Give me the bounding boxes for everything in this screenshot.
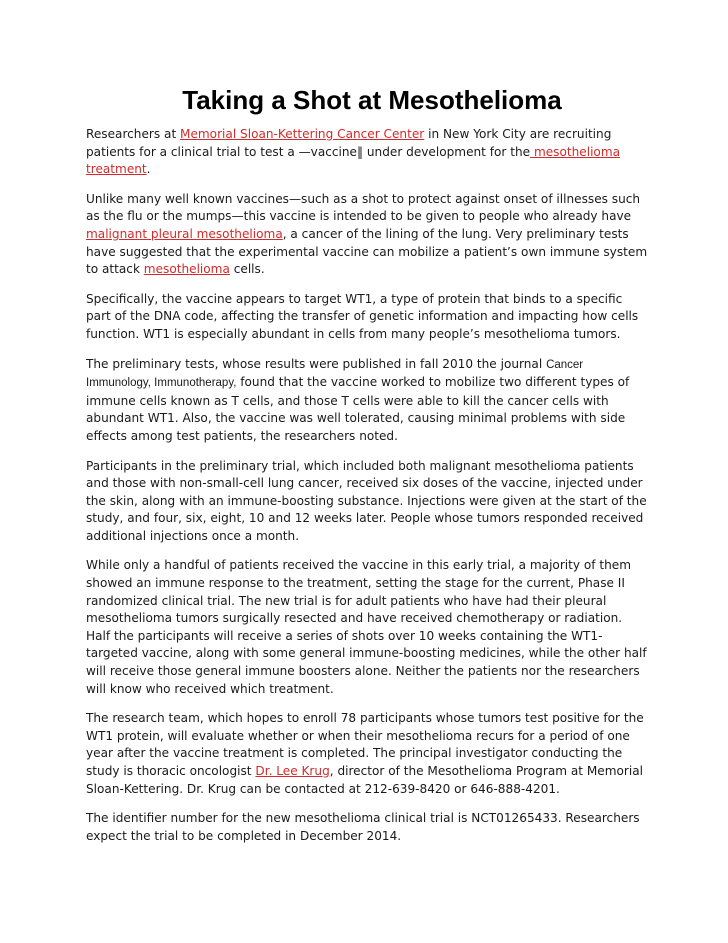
link-mesothelioma-treatment[interactable]: mesothelioma treatment (86, 144, 621, 177)
paragraph-4 (86, 356, 648, 446)
text-run: , a cancer of the lining of the lung. Very preliminary tests have suggested that the experimental vaccine can mobilize a patient’s own immune system to attack (86, 226, 648, 277)
journal-name: Cancer Immunology, Immunotherapy, (86, 358, 584, 390)
paragraph-7 (86, 710, 648, 798)
paragraph-3: Specifically, the vaccine appears to target WT1, a type of protein that binds to a specific part of the DNA code, affecting the transfer of genetic information and impacting how cells function. WT1 is especially abundant in cells from many people’s mesothelioma tumors. (86, 291, 639, 341)
text-run: Unlike many well known vaccines—such as a shot to protect against onset of illnesses such as the flu or the mumps—this vaccine is intended to be given to people who already have (86, 191, 641, 224)
text-run: , director of the Mesothelioma Program at Memorial Sloan-Kettering. Dr. Krug can be contacted at 212-639-8420 or 646-888-4201. (86, 764, 644, 796)
paragraph-5: Participants in the preliminary trial, which included both malignant mesothelioma patients and those with non-small-cell lung cancer, received six doses of the vaccine, injected under the skin, along with an immune-boosting substance. Injections were given at the start of the study, and four, six, eight, 10 and 12 weeks later. People whose tumors responded received additional injections once a month. (86, 458, 647, 543)
link-mesothelioma[interactable]: mesothelioma (143, 262, 230, 277)
link-memorial-sloan-kettering[interactable]: Memorial Sloan-Kettering Cancer Center (180, 127, 425, 141)
article-title: Taking a Shot at Mesothelioma (182, 85, 562, 115)
text-run: . (146, 162, 151, 177)
text-run: The preliminary tests, whose results were published in fall 2010 the journal (86, 356, 547, 371)
text-run: found that the vaccine worked to mobilize two different types of immune cells known as T cells, and those T cells were able to kill the cancer cells with abundant WT1. Also, the vaccine was well tolerated, causing minimal problems with side effects among test patients, the researchers noted. (86, 375, 630, 443)
paragraph-1 (86, 126, 648, 179)
text-run: in New York City are recruiting patients for a clinical trial to test a —vaccine‖ under development for the (86, 127, 612, 159)
text-run: The research team, which hopes to enroll 78 participants whose tumors test positive for the WT1 protein, will evaluate whether or when their mesothelioma recurs for a period of one year after the vaccine treatment is completed. The principal investigator conducting the study is thoracic oncologist (86, 711, 644, 778)
paragraph-6: While only a handful of patients received the vaccine in this early trial, a majority of them showed an immune response to the treatment, setting the stage for the current, Phase II randomized clinical trial. The new trial is for adult patients who have had their pleural mesothelioma tumors surgically resected and have received chemotherapy or radiation. Half the participants will receive a series of shots over 10 weeks containing the WT1-targeted vaccine, along with some general immune-boosting medicines, while the other half will receive those general immune boosters alone. Neither the patients nor the researchers will know who received which treatment. (86, 558, 647, 696)
paragraph-8: The identifier number for the new mesothelioma clinical trial is NCT01265433. Researchers expect the trial to be completed in December 2014. (86, 811, 640, 843)
link-malignant-pleural-mesothelioma[interactable]: malignant pleural mesothelioma (86, 226, 283, 241)
paragraph-2 (86, 191, 648, 279)
text-run: cells. (229, 262, 265, 277)
text-run: Researchers at (86, 127, 181, 141)
link-dr-lee-krug[interactable]: Dr. Lee Krug (255, 764, 330, 778)
